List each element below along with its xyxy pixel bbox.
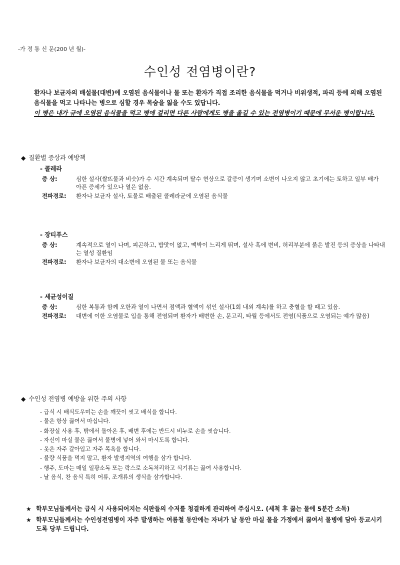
parent-note [26, 505, 382, 515]
intro-section [34, 89, 382, 119]
route-text: 환자나 보균자 설사, 토물로 배출된 콜레라균에 오염된 음식물 [76, 194, 228, 201]
symptom-row [40, 304, 385, 312]
parent-note-text: 학부모님들께서는 수인성전염병이 자주 발생하는 여름철 동안에는 자녀가 날 동안 마실 물을 가정에서 끓여서 물병에 담아 등교시키도록 당부 드립니다. [36, 516, 382, 534]
diamond-bullet-icon: ◆ [21, 396, 26, 403]
section-heading-text: 수인성 전염병 예방을 위한 주의 사항 [28, 396, 127, 403]
route-text: 환자나 보균자의 대소변에 오염된 물 또는 음식물 [76, 260, 197, 267]
route-label: 전파경로: [42, 194, 67, 201]
disease-name: - 장티푸스 [40, 232, 68, 239]
route-row [40, 193, 385, 201]
symptom-label: 증 상: [42, 242, 58, 249]
list-item: - 급식 시 배식도우미는 손을 깨끗이 씻고 배식을 합니다. [40, 410, 177, 416]
route-text: 대변에 이한 오염물로 입을 통해 전염되며 환자가 배변한 손, 문고리, 타월 등에서도 전염(식품으로 오염되는 예가 많음) [76, 313, 370, 320]
route-label: 전파경로: [42, 313, 67, 320]
symptom-text: 계속적으로 열이 나며, 피곤하고, 밥맛이 없고, 맥박이 느리게 뛰며, 설사 혹에 변비, 허리부분에 붉은 발진 등의 증상을 나타내는 열성 질환임 [76, 242, 385, 257]
intro-paragraph: 환자나 보균자의 배설물(대변)에 오염된 음식물이나 물 또는 환자가 직접 조리한 음식물을 먹거나 비위생적, 파리 등에 의해 오염된 음식물을 먹고 나타나는 병으로 심할 경우 목숨을 잃을 수도 있답니다. [34, 90, 382, 107]
star-icon: ★ [26, 516, 32, 524]
list-item: - 자신이 마실 물은 끓여서 물병에 넣어 와서 마시도록 합니다. [40, 437, 190, 444]
list-item: - 행주, 도마는 매일 일광소독 또는 락스로 소독처리하고 식기류는 끓여 사용합니다. [40, 465, 242, 472]
section-heading-prevention [21, 396, 127, 405]
intro-emphasis: 이 병은 내가 규에 오염된 음식물을 먹고 병에 걸리면 다른 사람에게도 병을 옮길 수 있는 전염병이기 때문에 무서운 병이랍니다. [34, 109, 375, 117]
disease-block-shigellosis [40, 294, 385, 321]
section-heading-symptoms [21, 155, 86, 164]
list-item: - 날 음식, 찬 음식 특히 어류, 조개류의 생식을 삼가합니다. [40, 474, 183, 481]
route-row [40, 313, 385, 321]
list-item: - 불량 식품을 먹지 말고, 환자 발생지역의 여행을 삼가 합니다. [40, 456, 192, 463]
list-item: - 물은 항상 끓여서 마십니다. [40, 419, 111, 426]
route-label: 전파경로: [42, 260, 67, 267]
symptom-label: 증 상: [42, 304, 58, 311]
list-item: - 옷은 자주 갈아입고 자주 목욕을 합니다. [40, 447, 141, 454]
symptom-row [40, 242, 385, 259]
star-icon: ★ [26, 506, 32, 513]
section-heading-text: 질환별 증상과 예방책 [28, 155, 86, 162]
disease-name: - 세균성이질 [40, 294, 74, 301]
symptom-row [40, 176, 385, 193]
disease-name: - 콜레라 [40, 166, 62, 173]
list-item: - 화장실 사용 후, 밖에서 돌아온 후, 배변 후에는 반드시 비누로 손을 씻습니다. [40, 428, 231, 435]
diamond-bullet-icon: ◆ [21, 155, 26, 162]
newsletter-header: -가 정 통 신 문(200 년 월)- [18, 47, 86, 53]
parent-notes [26, 505, 382, 536]
disease-block-cholera [40, 166, 385, 201]
parent-note-text: 학부모님들께서는 급식 시 사용되어지는 식판들의 수저를 청결하게 관리하여 주십시오. (세척 후 끓는 물에 5분간 소독) [36, 506, 350, 513]
symptom-text: 심한 설사(쌀뜨물과 비슷)가 수 시간 계속되며 탈수 현상으로 갈증이 생기며 소변이 나오지 않고 초기에는 토하고 일부 배가 아픈 증세가 있으나 열은 없음. [76, 176, 379, 191]
route-row [40, 259, 385, 267]
disease-block-typhoid [40, 232, 385, 267]
prevention-rules-list [40, 409, 380, 483]
symptom-text: 심한 복통과 함께 오한과 열이 나면서 점액과 혈액이 섞인 설사(1회 내외 계속)를 하고 충혈을 할 때고 있음. [76, 304, 341, 311]
symptom-label: 증 상: [42, 176, 58, 183]
parent-note [26, 516, 382, 535]
page-title: 수인성 전염병이란? [143, 64, 257, 79]
